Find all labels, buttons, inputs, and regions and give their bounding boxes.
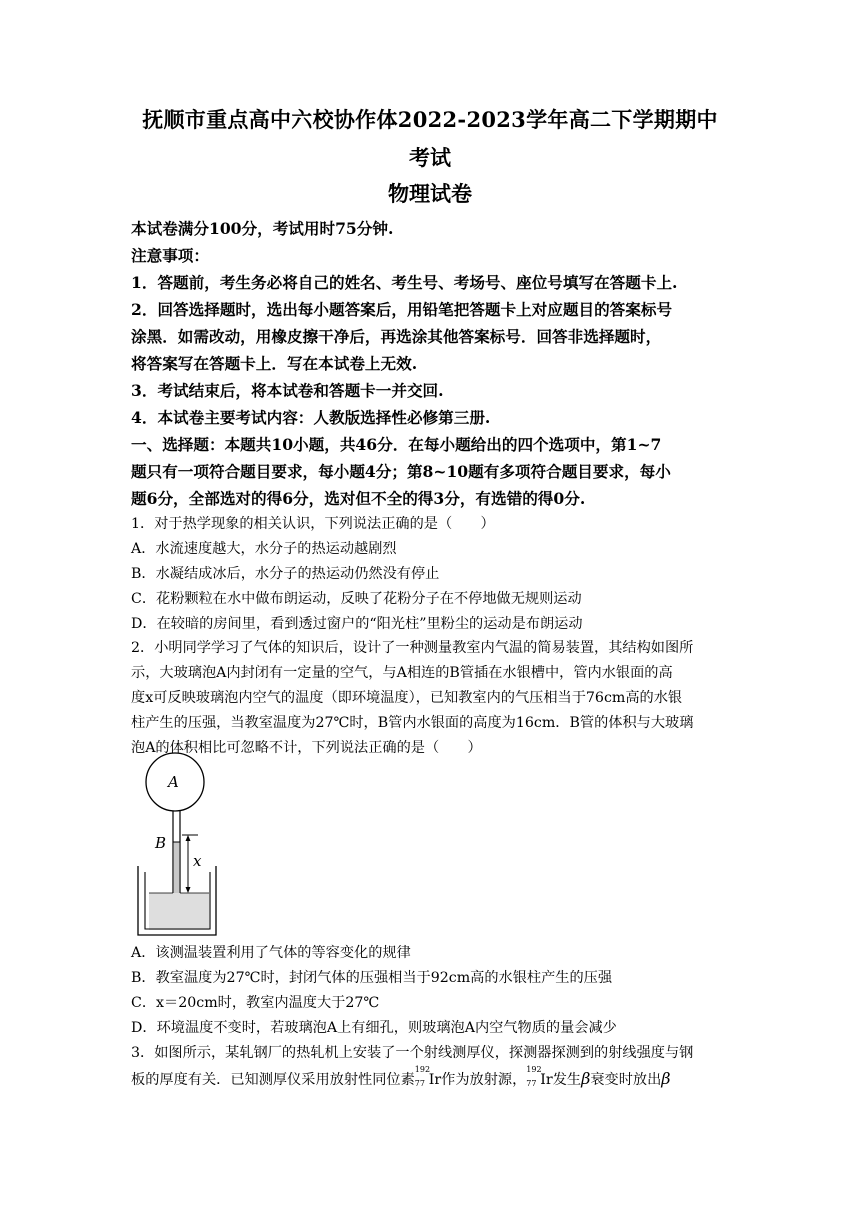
notice-item-2-line2: 涂黑．如需改动，用橡皮擦干净后，再选涂其他答案标号．回答非选择题时， [131,327,662,346]
notice-title: 注意事项： [131,246,209,265]
thermometer-apparatus-figure [136,748,226,938]
q2-option-c: C．x＝20cm时，教室内温度大于27℃ [131,995,380,1011]
mercury-column [174,842,179,893]
q1-option-c: C．花粉颗粒在水中做布朗运动，反映了花粉分子在不停地做无规则运动 [131,591,582,607]
beta-symbol-2: β [661,1069,671,1088]
exam-title-line1: 抚顺市重点高中六校协作体2022-2023学年高二下学期期中 [142,107,718,132]
q2-stem-line3: 度x可反映玻璃泡内空气的温度（即环境温度），已知教室内的气压相当于76cm高的水银 [131,690,683,706]
q3-stem-line2: 板的厚度有关．已知测厚仪采用放射性同位素 192 77 Ir作为放射源， 192 77 Ir发生β衰变时放出β [131,1065,671,1088]
nuclide-ir-192-a: 192 77 [414,1065,431,1088]
label-x: x [193,852,202,870]
x-arrow-head-bottom [186,887,191,893]
q1-stem: 1．对于热学现象的相关认识，下列说法正确的是（ ） [131,516,495,532]
q3-line2-text-d: 衰变时放出 [590,1072,662,1088]
q3-line2-text-a: 板的厚度有关．已知测厚仪采用放射性同位素 [131,1072,415,1088]
mercury-trough-fill [149,893,209,930]
nuclide-ir-192-b: 192 77 [526,1065,542,1088]
notice-item-2-line3: 将答案写在答题卡上．写在本试卷上无效. [131,354,418,373]
section1-line3: 题6分，全部选对的得6分，选对但不全的得3分，有选错的得0分. [131,489,586,508]
q2-stem-line2: 示，大玻璃泡A内封闭有一定量的空气，与A相连的B管插在水银槽中，管内水银面的高 [131,665,673,681]
q2-stem-line1: 2．小明同学学习了气体的知识后，设计了一种测量教室内气温的简易装置，其结构如图所 [131,640,694,656]
notice-item-2-line1: 2．回答选择题时，选出每小题答案后，用铅笔把答题卡上对应题目的答案标号 [131,300,673,319]
q2-stem-line5: 泡A的体积相比可忽略不计，下列说法正确的是（ ） [131,740,482,756]
notice-item-3: 3．考试结束后，将本试卷和答题卡一并交回. [131,381,444,400]
section1-line2: 题只有一项符合题目要求，每小题4分；第8~10题有多项符合题目要求，每小 [131,462,671,481]
notice-item-1: 1．答题前，考生务必将自己的姓名、考生号、考场号、座位号填写在答题卡上. [131,273,678,292]
q2-option-a: A．该测温装置利用了气体的等容变化的规律 [131,945,411,961]
exam-title-line2: 考试 [409,145,451,170]
q3-line2-text-c: 发生 [552,1072,582,1088]
score-line: 本试卷满分100分，考试用时75分钟. [131,219,394,238]
q2-option-b: B．教室温度为27℃时，封闭气体的压强相当于92cm高的水银柱产生的压强 [131,970,613,986]
x-arrow-head-top [186,835,191,841]
q3-line2-text-b: 作为放射源， [441,1072,527,1088]
q3-stem-line1: 3．如图所示，某轧钢厂的热轧机上安装了一个射线测厚仪，探测器探测到的射线强度与钢 [131,1045,694,1061]
label-a: A [168,773,179,791]
section1-line1: 一、选择题：本题共10小题，共46分．在每小题给出的四个选项中，第1~7 [131,435,662,454]
q1-option-a: A．水流速度越大，水分子的热运动越剧烈 [131,541,397,557]
exam-subject-title: 物理试卷 [388,181,472,206]
q2-option-d: D．环境温度不变时，若玻璃泡A上有细孔，则玻璃泡A内空气物质的量会减少 [131,1020,617,1036]
q1-option-b: B．水凝结成冰后，水分子的热运动仍然没有停止 [131,566,440,582]
q2-stem-line4: 柱产生的压强，当教室温度为27℃时，B管内水银面的高度为16cm．B管的体积与大玻璃 [131,715,694,731]
notice-item-4: 4．本试卷主要考试内容：人教版选择性必修第三册. [131,408,491,427]
beta-symbol-1: β [581,1069,591,1088]
label-b: B [155,834,167,852]
q1-option-d: D．在较暗的房间里，看到透过窗户的“阳光柱”里粉尘的运动是布朗运动 [131,616,583,632]
